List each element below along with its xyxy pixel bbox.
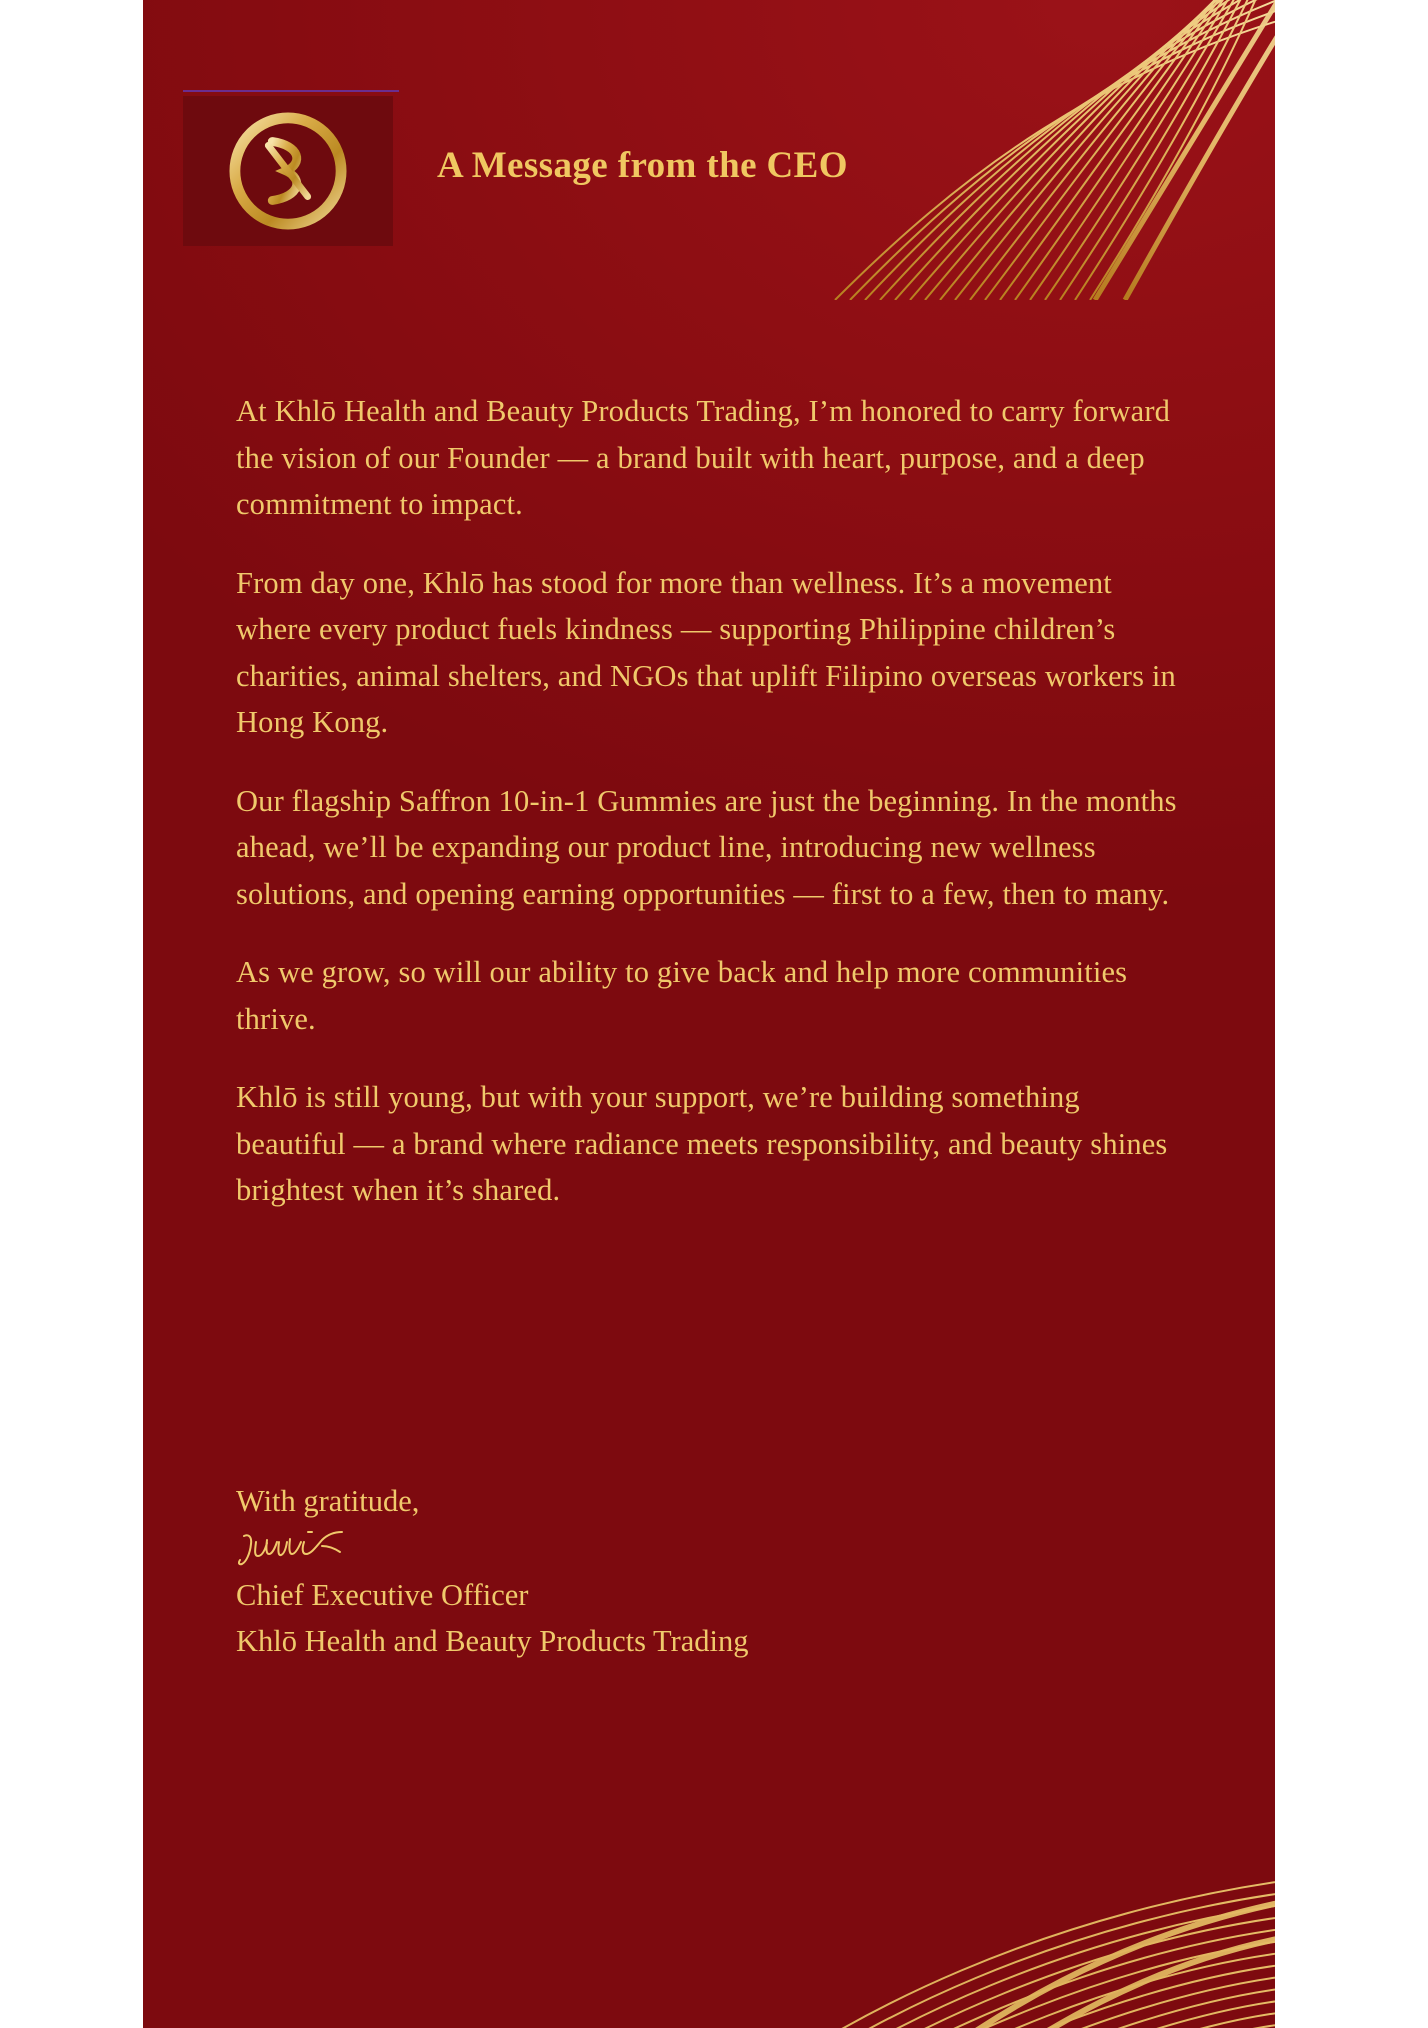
ceo-message-card [143,0,1275,2028]
handwritten-signature-icon [238,1526,1181,1572]
gold-line-fan-icon [685,1758,1275,2028]
closing-line: With gratitude, [236,1484,420,1518]
header-rule [183,90,399,92]
signatory-title: Chief Executive Officer [236,1578,529,1612]
signature-block [236,1478,1181,1664]
brand-logo [183,96,393,246]
page-title: A Message from the CEO [437,145,848,186]
letter-body [236,388,1181,1214]
letter-paragraph: Khlō is still young, but with your support, we’re building something beautiful — a brand where radiance meets responsibility, and beauty shines brightest when it’s shared. [236,1080,1168,1207]
khlo-monogram-icon [229,112,347,230]
signatory-company: Khlō Health and Beauty Products Trading [236,1624,749,1658]
letter-paragraph: As we grow, so will our ability to give back and help more communities thrive. [236,955,1128,1036]
card-header [183,96,1223,246]
letter-paragraph: At Khlō Health and Beauty Products Trading, I’m honored to carry forward the vision of our Founder — a brand built with heart, purpose, and a deep commitment to impact. [236,394,1171,521]
letter-paragraph: From day one, Khlō has stood for more than wellness. It’s a movement where every product fuels kindness — supporting Philippine children’s charities, animal shelters, and NGOs that uplift Filipino overseas workers in Hong Kong. [236,565,1176,739]
letter-paragraph: Our flagship Saffron 10-in-1 Gummies are just the beginning. In the months ahead, we’ll be expanding our product line, introducing new wellness solutions, and opening earning opportunities — first to a few, then to many. [236,783,1177,911]
